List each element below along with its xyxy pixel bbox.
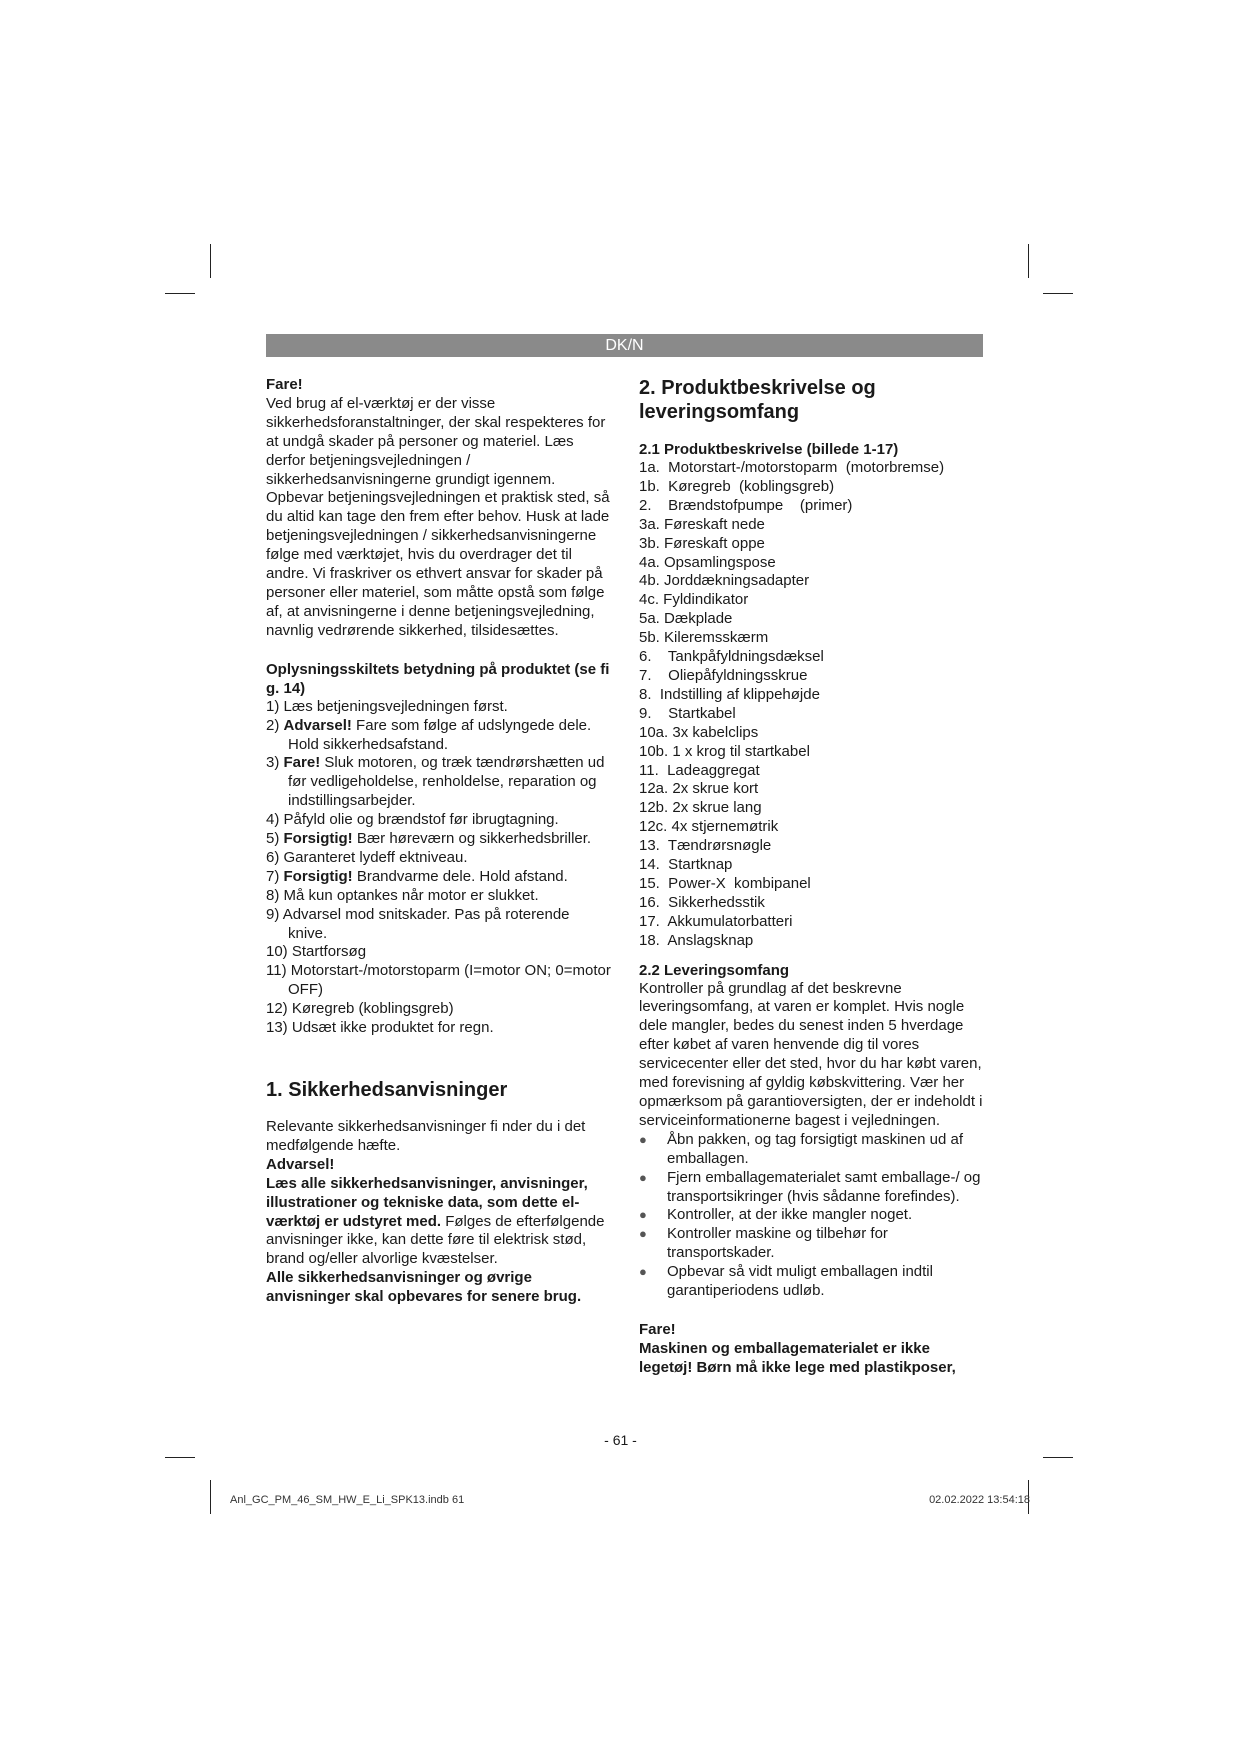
- sign-item-text: Advarsel mod snitskader. Pas på roterende knive.: [282, 905, 570, 942]
- delivery-bullet-item: [639, 1131, 984, 1169]
- sign-meaning-item: [266, 717, 611, 755]
- delivery-bullet-item: [639, 1206, 984, 1225]
- delivery-paragraph: Kontroller på grundlag af det beskrevne leveringsomfang, at varen er komplet. Hvis nogle dele mangler, bedes du senest inden 5 hverdage efter købet af varen henvende dig til vores servicecenter eller det sted, hvor du har købt varen, med forevisning af gyldig købskvittering. Vær her opmærksom på garantioversigten, der er indeholdt i serviceinformationerne bagest i vejledningen.: [639, 979, 983, 1129]
- sign-meaning-item: [266, 1019, 611, 1038]
- part-item: 10b. 1 x krog til startkabel: [639, 742, 810, 760]
- crop-mark: [210, 244, 211, 278]
- sign-item-text: Fare som følge af udslyngede dele. Hold sikkerhedsafstand.: [288, 716, 592, 753]
- sign-item-text: Læs betjeningsvejledningen først.: [283, 697, 508, 715]
- fare-paragraph: Ved brug af el-værktøj er der visse sikkerhedsforanstaltninger, der skal respekteres for at undgå skader på personer og materiel. Læs derfor betjeningsvejledningen / sikkerhedsanvisningerne grundigt igennem. Opbevar betjeningsvejledningen et praktisk sted, så du altid kan tage den frem efter behov. Husk at lade betjeningsvejledningen / sikkerhedsanvisningerne følge med værktøjet, hvis du overdrager det til andre. Vi fraskriver os ethvert ansvar for skader på personer eller materiel, som måtte opstå som følge af, at anvisningerne i denne betjeningsvejledning, navnlig vedrørende sikkerhed, tilsidesættes.: [266, 394, 610, 639]
- crop-mark: [165, 293, 195, 294]
- sign-item-number: 4): [266, 811, 280, 829]
- section1-title: 1. Sikkerhedsanvisninger: [266, 1079, 508, 1101]
- part-item: 16. Sikkerhedsstik: [639, 893, 765, 911]
- part-item: 9. Startkabel: [639, 704, 736, 722]
- bullet-icon: ●: [639, 1226, 647, 1242]
- sign-meaning-list: [266, 698, 611, 1038]
- part-item: 12a. 2x skrue kort: [639, 780, 759, 798]
- part-item: 12c. 4x stjernemøtrik: [639, 818, 779, 836]
- crop-mark: [210, 1480, 211, 1514]
- part-item: 14. Startknap: [639, 856, 733, 874]
- sign-item-number: 10): [266, 943, 288, 961]
- sign-item-keyword: Forsigtig!: [283, 867, 353, 885]
- sign-item-number: 11): [266, 962, 287, 980]
- print-timestamp: 02.02.2022 13:54:18: [929, 1494, 1030, 1506]
- bullet-text: Fjern emballagematerialet samt emballage-/ og transportsikringer (hvis sådanne forefindes).: [667, 1168, 981, 1205]
- section22-title: 2.2 Leveringsomfang: [639, 961, 790, 979]
- sign-item-number: 1): [266, 697, 280, 715]
- part-item: 17. Akkumulatorbatteri: [639, 912, 793, 930]
- part-item: 12b. 2x skrue lang: [639, 799, 762, 817]
- advarsel-paragraph: [266, 1175, 611, 1270]
- sign-item-text: Må kun optankes når motor er slukket.: [283, 886, 539, 904]
- fare-warning-right: Maskinen og emballagematerialet er ikke legetøj! Børn må ikke lege med plastikposer,: [639, 1339, 956, 1376]
- sign-item-text: Garanteret lydeff ektniveau.: [283, 848, 468, 866]
- sign-meaning-item: [266, 868, 611, 887]
- advarsel-bold: Læs alle sikkerhedsanvisninger, anvisninger, illustrationer og tekniske data, som dette el-værktøj er udstyret med.: [266, 1174, 588, 1230]
- part-item: 5b. Kileremsskærm: [639, 629, 769, 647]
- part-item: 15. Power-X kombipanel: [639, 874, 811, 892]
- bullet-icon: ●: [639, 1264, 647, 1280]
- part-item: 1b. Køregreb (koblingsgreb): [639, 477, 835, 495]
- bullet-text: Opbevar så vidt muligt emballagen indtil garantiperiodens udløb.: [667, 1263, 933, 1300]
- sign-meaning-item: [266, 754, 611, 811]
- right-column: [639, 376, 984, 1378]
- part-item: 4a. Opsamlingspose: [639, 553, 776, 571]
- sign-meaning-item: [266, 906, 611, 944]
- sign-item-number: 12): [266, 1000, 288, 1018]
- crop-mark: [1043, 293, 1073, 294]
- bullet-icon: ●: [639, 1207, 647, 1223]
- part-item: 5a. Dækplade: [639, 610, 733, 628]
- advarsel-heading: Advarsel!: [266, 1155, 335, 1173]
- sign-meaning-item: [266, 849, 611, 868]
- bullet-text: Kontroller maskine og tilbehør for transportskader.: [667, 1225, 888, 1262]
- page-number: - 61 -: [604, 1432, 637, 1448]
- part-item: 4b. Jorddækningsadapter: [639, 572, 810, 590]
- advarsel-text: Følges de efterfølgende anvisninger ikke, kan dette føre til elektrisk stød, brand og/eller alvorlige kvæstelser.: [266, 1212, 605, 1268]
- sign-item-text: Udsæt ikke produktet for regn.: [291, 1019, 494, 1037]
- sign-meaning-item: [266, 830, 611, 849]
- part-item: 2. Brændstofpumpe (primer): [639, 496, 853, 514]
- part-item: 11. Ladeaggregat: [639, 761, 760, 779]
- part-item: 3b. Føreskaft oppe: [639, 534, 765, 552]
- sign-item-number: 5): [266, 830, 280, 848]
- bullet-text: Kontroller, at der ikke mangler noget.: [667, 1206, 913, 1224]
- file-name: Anl_GC_PM_46_SM_HW_E_Li_SPK13.indb 61: [230, 1494, 465, 1506]
- part-item: 8. Indstilling af klippehøjde: [639, 685, 820, 703]
- sign-item-number: 8): [266, 886, 280, 904]
- advarsel-closing: Alle sikkerhedsanvisninger og øvrige anvisninger skal opbevares for senere brug.: [266, 1269, 582, 1306]
- crop-mark: [1028, 244, 1029, 278]
- part-item: 13. Tændrørsnøgle: [639, 837, 772, 855]
- sign-item-number: 3): [266, 754, 280, 772]
- sign-item-keyword: Advarsel!: [283, 716, 352, 734]
- delivery-bullet-item: [639, 1263, 984, 1301]
- sign-item-text: Bær høreværn og sikkerhedsbriller.: [352, 830, 592, 848]
- sign-item-number: 6): [266, 848, 280, 866]
- part-item: 4c. Fyldindikator: [639, 591, 749, 609]
- sign-item-text: Køregreb (koblingsgreb): [291, 1000, 454, 1018]
- left-column: [266, 376, 611, 1307]
- sign-meaning-heading: Oplysningsskiltets betydning på produktet (se fi g. 14): [266, 660, 610, 697]
- sign-meaning-item: [266, 811, 611, 830]
- sign-item-text: Sluk motoren, og træk tændrørshætten ud før vedligeholdelse, renholdelse, reparation og indstillingsarbejder.: [288, 754, 605, 810]
- sign-meaning-item: [266, 698, 611, 717]
- sign-item-text: Brandvarme dele. Hold afstand.: [352, 867, 568, 885]
- delivery-bullet-item: [639, 1169, 984, 1207]
- sign-item-text: Startforsøg: [291, 943, 367, 961]
- crop-mark: [1043, 1457, 1073, 1458]
- part-item: 7. Oliepåfyldningsskrue: [639, 666, 808, 684]
- sign-meaning-item: [266, 1000, 611, 1019]
- part-item: 1a. Motorstart-/motorstoparm (motorbremse): [639, 459, 945, 476]
- part-item: 18. Anslagsknap: [639, 931, 754, 949]
- parts-list: [639, 459, 984, 951]
- sign-item-number: 2): [266, 716, 280, 734]
- fare-heading: Fare!: [266, 376, 303, 393]
- sign-item-text: Påfyld olie og brændstof før ibrugtagning.: [283, 811, 559, 829]
- crop-mark: [165, 1457, 195, 1458]
- sign-item-keyword: Fare!: [283, 754, 321, 772]
- sign-item-text: Motorstart-/motorstoparm (I=motor ON; 0=motor OFF): [288, 962, 611, 999]
- part-item: 6. Tankpåfyldningsdæksel: [639, 648, 824, 666]
- sign-meaning-item: [266, 943, 611, 962]
- delivery-bullet-list: [639, 1131, 984, 1301]
- section2-title: 2. Produktbeskrivelse og leveringsomfang: [639, 377, 876, 423]
- sign-meaning-item: [266, 887, 611, 906]
- sign-meaning-item: [266, 962, 611, 1000]
- section1-intro: Relevante sikkerhedsanvisninger fi nder du i det medfølgende hæfte.: [266, 1118, 586, 1154]
- fare-heading-right: Fare!: [639, 1320, 676, 1338]
- part-item: 10a. 3x kabelclips: [639, 723, 759, 741]
- language-header-bar: DK/N: [266, 334, 983, 357]
- section21-title: 2.1 Produktbeskrivelse (billede 1-17): [639, 441, 899, 458]
- bullet-text: Åbn pakken, og tag forsigtigt maskinen ud af emballagen.: [667, 1130, 964, 1167]
- sign-item-number: 9): [266, 905, 280, 923]
- bullet-icon: ●: [639, 1169, 647, 1185]
- sign-item-number: 13): [266, 1019, 288, 1037]
- sign-item-number: 7): [266, 867, 280, 885]
- bullet-icon: ●: [639, 1131, 647, 1147]
- sign-item-keyword: Forsigtig!: [283, 830, 353, 848]
- delivery-bullet-item: [639, 1225, 984, 1263]
- part-item: 3a. Føreskaft nede: [639, 515, 765, 533]
